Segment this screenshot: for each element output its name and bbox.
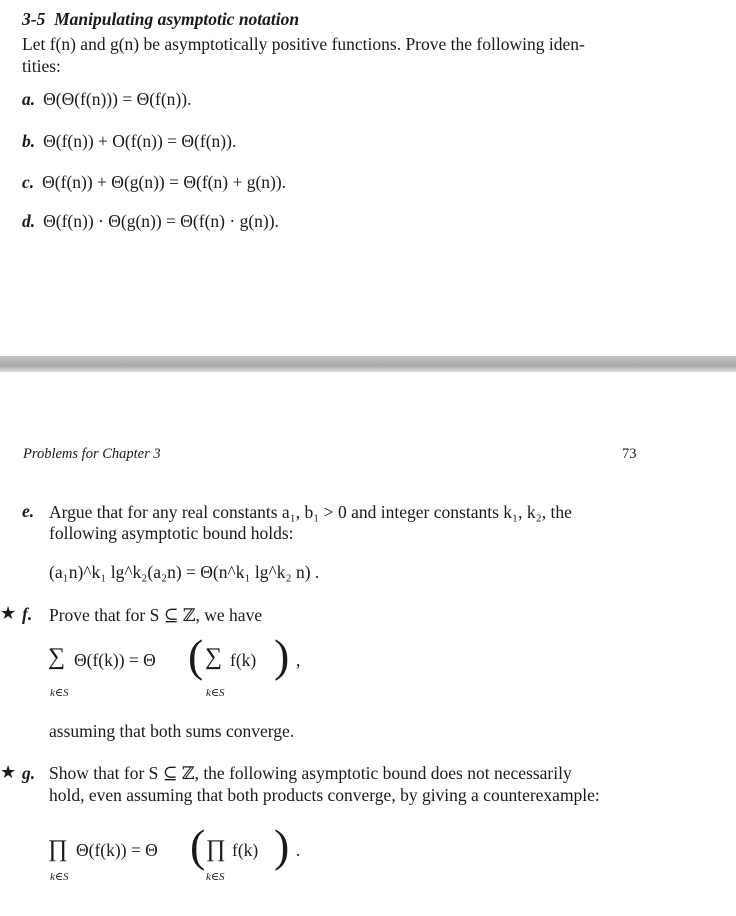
f-after: assuming that both sums converge. bbox=[49, 721, 295, 741]
item-label-e: e. bbox=[22, 501, 35, 521]
item-label: a. bbox=[22, 89, 36, 109]
product-rhs: f(k) bbox=[232, 840, 259, 860]
intro-line-2: tities: bbox=[22, 56, 61, 76]
e-line-2: following asymptotic bound holds: bbox=[49, 523, 294, 543]
item-label: d. bbox=[22, 211, 36, 231]
item-label: b. bbox=[22, 131, 36, 151]
sum-subscript: k∈S bbox=[50, 687, 69, 699]
sum-symbol-inner: ∑ bbox=[205, 644, 223, 670]
identity-expr: Θ(Θ(f(n))) = Θ(f(n)). bbox=[43, 89, 192, 109]
f-line-1: Prove that for S ⊆ ℤ, we have bbox=[49, 605, 263, 625]
problem-heading bbox=[22, 9, 299, 30]
page-top bbox=[0, 0, 736, 356]
e-expression: (a₁n)^k₁ lg^k₂(a₂n) = Θ(n^k₁ lg^k₂ n) . bbox=[49, 562, 320, 582]
right-paren: ) bbox=[274, 820, 290, 871]
item-label-g: g. bbox=[22, 763, 36, 783]
page-number: 73 bbox=[622, 446, 637, 462]
e-line-1: Argue that for any real constants a₁, b₁ > 0 and integer constants k₁, k₂, the bbox=[49, 502, 572, 522]
item-label-f: f. bbox=[22, 604, 33, 624]
product-symbol-inner: ∏ bbox=[206, 836, 226, 862]
identity-d bbox=[22, 211, 279, 232]
product-subscript: k∈S bbox=[50, 871, 69, 883]
g-product-equation bbox=[48, 820, 648, 892]
star-icon: ★ bbox=[0, 603, 17, 623]
identity-b bbox=[22, 131, 236, 152]
g-line-1: Show that for S ⊆ ℤ, the following asymptotic bound does not necessarily bbox=[49, 763, 572, 783]
identity-a bbox=[22, 89, 191, 110]
left-paren: ( bbox=[190, 820, 206, 871]
sum-lhs: Θ(f(k)) = Θ bbox=[74, 650, 156, 670]
right-paren: ) bbox=[274, 630, 290, 681]
item-label: c. bbox=[22, 172, 35, 192]
problem-title: Manipulating asymptotic notation bbox=[54, 9, 300, 29]
product-symbol: ∏ bbox=[48, 836, 68, 862]
identity-c bbox=[22, 172, 286, 193]
star-icon: ★ bbox=[0, 762, 17, 782]
left-paren: ( bbox=[188, 630, 204, 681]
sum-rhs: f(k) bbox=[230, 650, 257, 670]
sum-symbol: ∑ bbox=[48, 644, 66, 670]
page-gap bbox=[0, 356, 736, 372]
sum-subscript-inner: k∈S bbox=[206, 687, 225, 699]
product-trail: . bbox=[296, 840, 301, 860]
page-bottom bbox=[0, 372, 736, 916]
intro-line-1: Let f(n) and g(n) be asymptotically positive functions. Prove the following iden- bbox=[22, 34, 585, 54]
identity-expr: Θ(f(n)) + Θ(g(n)) = Θ(f(n) + g(n)). bbox=[42, 172, 287, 192]
product-lhs: Θ(f(k)) = Θ bbox=[76, 840, 158, 860]
g-line-2: hold, even assuming that both products converge, by giving a counterexample: bbox=[49, 785, 600, 805]
problem-number: 3-5 bbox=[22, 9, 46, 29]
sum-trail: , bbox=[296, 650, 301, 670]
f-sum-equation bbox=[48, 630, 648, 700]
product-subscript-inner: k∈S bbox=[206, 871, 225, 883]
running-head: Problems for Chapter 3 bbox=[23, 446, 161, 462]
identity-expr: Θ(f(n)) + O(f(n)) = Θ(f(n)). bbox=[43, 131, 237, 151]
identity-expr: Θ(f(n)) · Θ(g(n)) = Θ(f(n) · g(n)). bbox=[43, 211, 279, 231]
